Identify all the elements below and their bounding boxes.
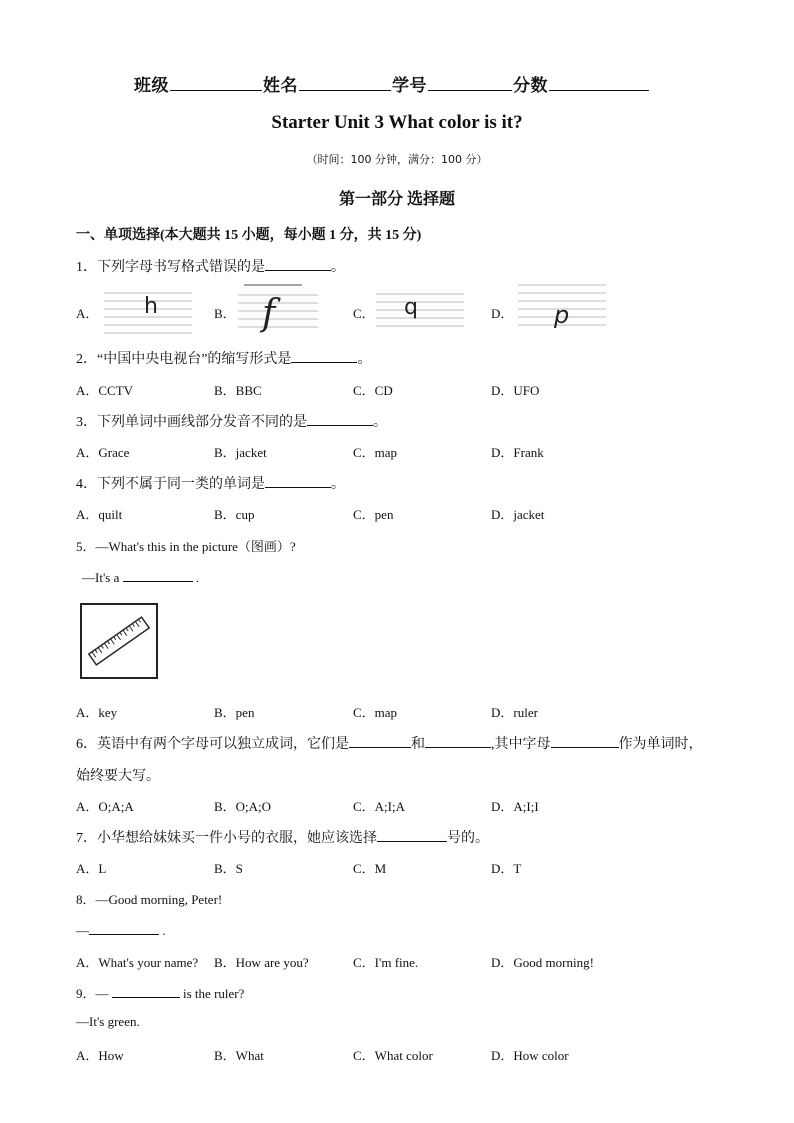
q5-option-d[interactable]: D．ruler [491,705,538,720]
q1-option-d[interactable]: D． [491,306,514,321]
q9-option-c[interactable]: C．What color [353,1048,433,1063]
q8-option-c[interactable]: C．I'm fine. [353,955,419,970]
q2-option-d[interactable]: D．UFO [491,383,540,398]
q1-option-a[interactable]: A． [76,306,99,321]
q7-option-b[interactable]: B．S [214,861,243,876]
q5-option-c[interactable]: C．map [353,705,398,720]
q2-option-c[interactable]: C．CD [353,383,393,398]
section-title: 一、单项选择(本大题共 15 小题，每小题 1 分，共 15 分) [76,228,422,243]
letter-f: f [262,293,276,333]
number-blank[interactable] [428,74,512,91]
answer-blank[interactable] [123,567,193,582]
name-blank[interactable] [299,74,391,91]
question-3-stem: 3．下列单词中画线部分发音不同的是 。 [76,411,387,431]
page-title: Starter Unit 3 What color is it? [271,112,523,133]
letter-q: q [404,295,418,320]
handwriting-h-image [104,289,192,335]
question-6-stem-line2: 始终要大写。 [76,769,160,784]
question-7-stem: 7．小华想给妹妹买一件小号的衣服，她应该选择 号的。 [76,827,489,847]
question-8-stem: 8．—Good morning, Peter! [76,892,223,907]
score-label: 分数 [513,76,548,95]
q6-option-d[interactable]: D．A;I;I [491,799,539,814]
handwriting-q-image [376,290,464,330]
letter-p: p [554,301,570,329]
q1-option-c[interactable]: C． [353,306,375,321]
handwriting-p-image [518,281,606,337]
handwriting-f-image [238,281,318,333]
q2-option-b[interactable]: B．BBC [214,383,262,398]
answer-blank-3[interactable] [551,733,619,748]
answer-blank[interactable] [89,920,159,935]
question-5-answer-line: —It's a . [82,567,199,586]
answer-blank[interactable] [112,983,180,998]
q3-option-c[interactable]: C．map [353,445,398,460]
exam-info: （时间：100 分钟，满分：100 分） [306,153,488,166]
answer-blank[interactable] [265,473,331,488]
q4-option-a[interactable]: A．quilt [76,507,123,522]
question-5-stem: 5．—What's this in the picture（图画）? [76,539,296,554]
question-9-stem: 9．— is the ruler? [76,983,244,1002]
q4-option-c[interactable]: C．pen [353,507,394,522]
answer-blank[interactable] [307,411,373,426]
answer-blank-2[interactable] [425,733,491,748]
q1-option-b[interactable]: B． [214,306,236,321]
answer-blank[interactable] [377,827,447,842]
q7-option-c[interactable]: C．M [353,861,387,876]
class-label: 班级 [134,76,169,95]
q6-option-a[interactable]: A．O;A;A [76,799,134,814]
name-label: 姓名 [263,76,298,95]
q9-option-d[interactable]: D．How color [491,1048,569,1063]
student-info-line [134,71,650,96]
question-1-stem: 1．下列字母书写格式错误的是 。 [76,256,345,276]
answer-blank-1[interactable] [349,733,411,748]
answer-blank[interactable] [291,348,357,363]
q3-option-b[interactable]: B．jacket [214,445,267,460]
q7-option-a[interactable]: A．L [76,861,107,876]
q5-option-a[interactable]: A．key [76,705,118,720]
q9-option-b[interactable]: B．What [214,1048,264,1063]
answer-blank[interactable] [265,256,331,271]
q6-option-c[interactable]: C．A;I;A [353,799,406,814]
q4-option-d[interactable]: D．jacket [491,507,545,522]
question-2-stem: 2．“中国中央电视台”的缩写形式是 。 [76,348,371,368]
class-blank[interactable] [170,74,262,91]
q7-option-d[interactable]: D．T [491,861,522,876]
q4-option-b[interactable]: B．cup [214,507,255,522]
q2-option-a[interactable]: A．CCTV [76,383,134,398]
question-9-answer: —It's green. [76,1014,140,1029]
q3-option-d[interactable]: D．Frank [491,445,544,460]
question-8-answer-line: — . [76,920,166,939]
q8-option-b[interactable]: B．How are you? [214,955,309,970]
q3-option-a[interactable]: A．Grace [76,445,130,460]
part-title: 第一部分 选择题 [338,191,455,208]
q6-option-b[interactable]: B．O;A;O [214,799,272,814]
question-6-stem: 6．英语中有两个字母可以独立成词，它们是 和 ,其中字母 作为单词时， [76,733,703,753]
q8-option-d[interactable]: D．Good morning! [491,955,594,970]
score-blank[interactable] [549,74,649,91]
question-4-stem: 4．下列不属于同一类的单词是 。 [76,473,345,493]
q9-option-a[interactable]: A．How [76,1048,124,1063]
number-label: 学号 [392,76,427,95]
ruler-picture [80,603,158,679]
q5-option-b[interactable]: B．pen [214,705,255,720]
q8-option-a[interactable]: A．What's your name? [76,955,199,970]
letter-h: h [144,294,158,319]
